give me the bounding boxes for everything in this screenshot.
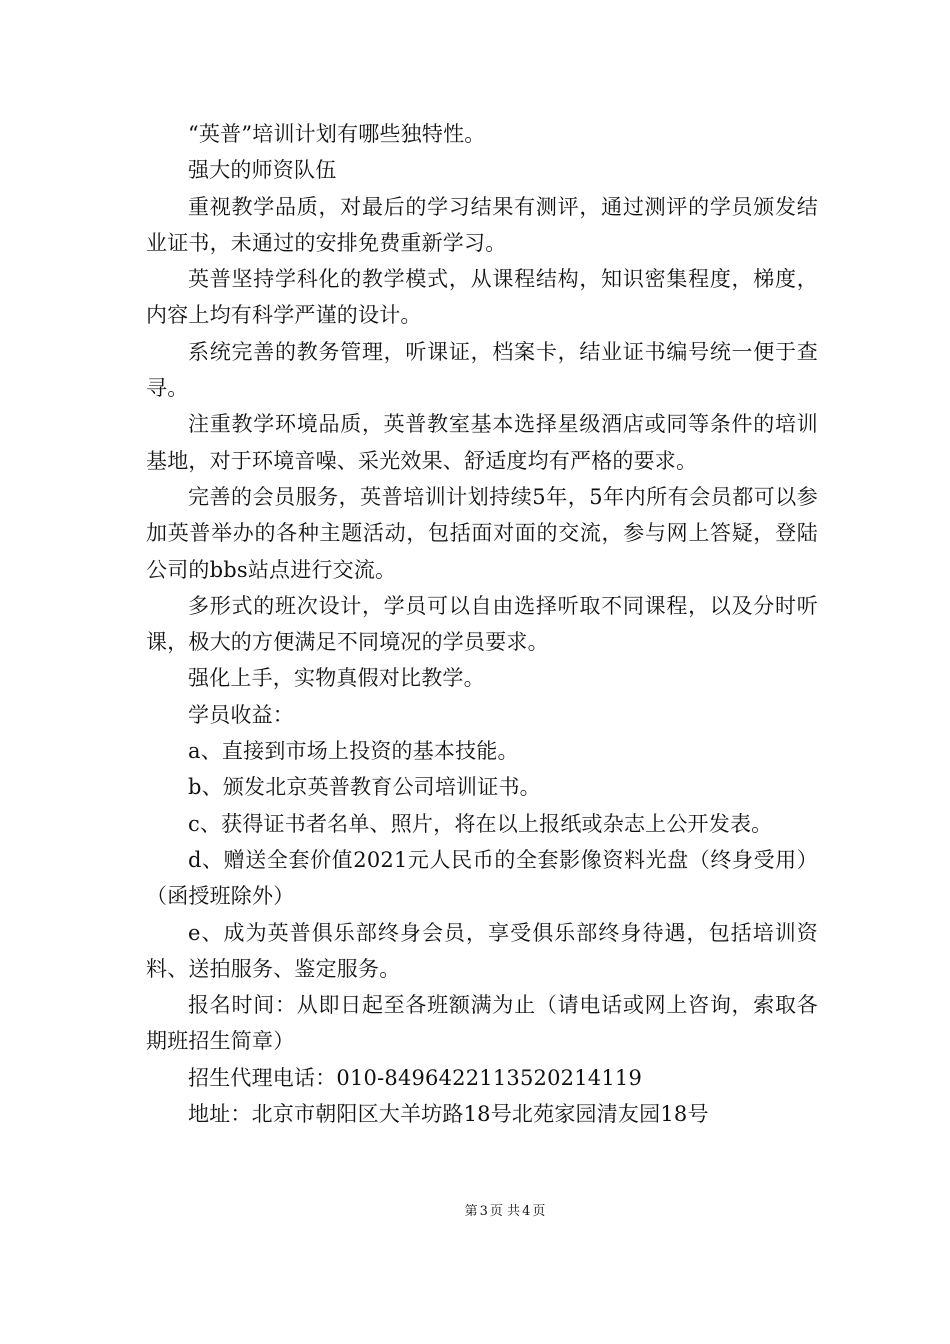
registration-time: 报名时间：从即日起至各班额满为止（请电话或网上咨询，索取各期班招生简章）: [146, 993, 818, 1054]
paragraph: 英普坚持学科化的教学模式，从课程结构，知识密集程度，梯度，内容上均有科学严谨的设计。: [146, 267, 818, 328]
paragraph: 注重教学环境品质，英普教室基本选择星级酒店或同等条件的培训基地，对于环境音噪、采光效果、舒适度均有严格的要求。: [146, 412, 818, 473]
benefit-item: c、获得证书者名单、照片，将在以上报纸或杂志上公开发表。: [188, 811, 773, 836]
benefit-item: e、成为英普俱乐部终身会员，享受俱乐部终身待遇，包括培训资料、送拍服务、鉴定服务。: [146, 920, 818, 981]
current-page-number: 3: [479, 1204, 488, 1219]
paragraph: 强化上手，实物真假对比教学。: [188, 666, 485, 691]
benefit-item: d、赠送全套价值2021元人民币的全套影像资料光盘（终身受用）（函授班除外）: [146, 847, 818, 909]
paragraph: “英普”培训计划有哪些独特性。: [188, 122, 486, 146]
paragraph: 重视教学品质，对最后的学习结果有测评，通过测评的学员颁发结业证书，未通过的安排免费重新学习。: [146, 194, 818, 255]
document-body: [146, 116, 818, 1132]
address: 地址：北京市朝阳区大羊坊路18号北苑家园清友园18号: [188, 1102, 709, 1127]
total-pages-number: 4: [522, 1204, 531, 1219]
page-footer: [0, 1203, 950, 1221]
phone-number: 招生代理电话：010-8496422113520214119: [188, 1065, 643, 1090]
paragraph: 强大的师资队伍: [188, 158, 337, 183]
paragraph: 学员收益：: [188, 702, 294, 727]
page-label-suffix: 页: [532, 1204, 546, 1219]
paragraph: 完善的会员服务，英普培训计划持续5年，5年内所有会员都可以参加英普举办的各种主题活动，包括面对面的交流，参与网上答疑，登陆公司的bbs站点进行交流。: [146, 484, 818, 582]
page-label-prefix: 第: [464, 1204, 478, 1219]
benefit-item: a、直接到市场上投资的基本技能。: [188, 739, 519, 764]
paragraph: 系统完善的教务管理，听课证，档案卡，结业证书编号统一便于查寻。: [146, 339, 818, 401]
page-label-middle: 页 共: [489, 1204, 521, 1219]
paragraph: 多形式的班次设计，学员可以自由选择听取不同课程，以及分时听课，极大的方便满足不同境况的学员要求。: [146, 593, 818, 655]
benefit-item: b、颁发北京英普教育公司培训证书。: [188, 775, 541, 800]
